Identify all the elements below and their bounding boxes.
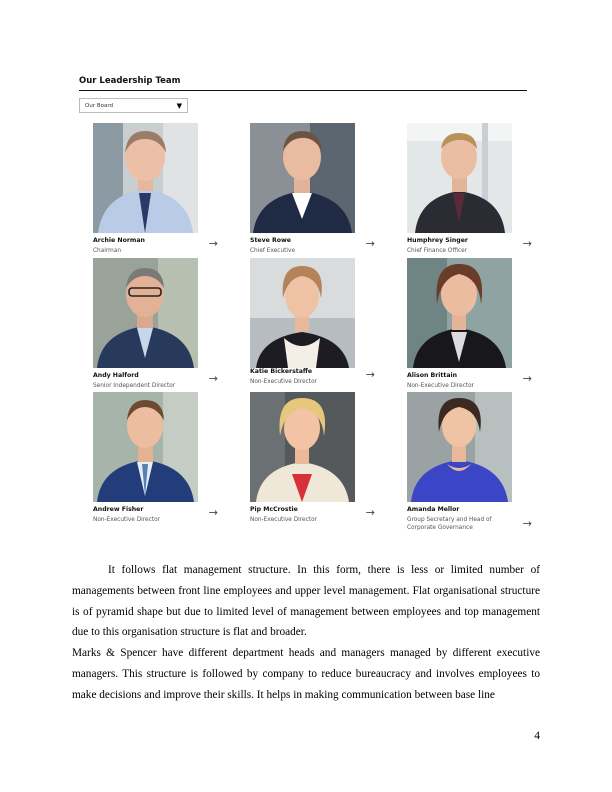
board-dropdown-value: Our Board <box>85 102 113 109</box>
card-caption <box>407 372 532 390</box>
section-title: Our Leadership Team <box>79 76 527 91</box>
card-caption <box>93 506 218 524</box>
paragraph: Marks & Spencer have different department heads and managers managed by different executive managers. This structure is followed by company to reduce bureaucracy and involves employees to make decisions and improve their skills. It helps in making communication between base line <box>72 647 540 701</box>
paragraph: It follows flat management structure. In this form, there is less or limited number of managements between front line employees and upper level management. Flat organisational structure is of pyramid shape but due to limited level of management between employees and top management due to this organisation structure is flat and broader. <box>72 564 540 639</box>
member-role: Non-Executive Director <box>407 383 475 389</box>
portrait-photo <box>93 123 198 233</box>
member-name: Andrew Fisher <box>93 506 144 513</box>
card-caption <box>407 506 532 532</box>
card-caption <box>250 368 375 386</box>
card-caption <box>93 372 218 390</box>
card-caption <box>250 237 375 255</box>
page-number: 4 <box>534 730 540 742</box>
portrait-photo <box>407 123 512 233</box>
member-name: Steve Rowe <box>250 237 291 244</box>
member-role: Chief Finance Officer <box>407 248 468 254</box>
member-name: Pip McCrostie <box>250 506 298 513</box>
member-role: Chief Executive <box>250 248 296 254</box>
portrait-photo <box>93 258 198 368</box>
portrait-photo <box>250 123 355 233</box>
arrow-right-icon[interactable]: → <box>208 372 218 385</box>
arrow-right-icon[interactable]: → <box>365 506 375 519</box>
member-role: Non-Executive Director <box>93 517 161 523</box>
portrait-photo <box>250 392 355 502</box>
arrow-right-icon[interactable]: → <box>522 372 532 385</box>
member-role: Chairman <box>93 248 122 254</box>
arrow-right-icon[interactable]: → <box>208 506 218 519</box>
arrow-right-icon[interactable]: → <box>522 237 532 250</box>
member-name: Archie Norman <box>93 237 145 244</box>
member-role: Senior Independent Director <box>93 383 176 389</box>
member-name: Andy Halford <box>93 372 139 379</box>
portrait-photo <box>93 392 198 502</box>
portrait-photo <box>250 258 355 368</box>
card-caption <box>250 506 375 524</box>
member-role: Non-Executive Director <box>250 517 318 523</box>
portrait-photo <box>407 392 512 502</box>
arrow-right-icon[interactable]: → <box>365 237 375 250</box>
member-name: Alison Brittain <box>407 372 458 379</box>
arrow-right-icon[interactable]: → <box>365 368 375 381</box>
member-role: Non-Executive Director <box>250 379 318 385</box>
member-name: Humphrey Singer <box>407 237 468 244</box>
card-caption <box>407 237 532 255</box>
arrow-right-icon[interactable]: → <box>522 517 532 530</box>
board-dropdown[interactable] <box>79 98 188 113</box>
member-name: Amanda Mellor <box>407 506 460 513</box>
member-name: Katie Bickerstaffe <box>250 368 313 375</box>
body-text <box>72 560 540 706</box>
card-caption <box>93 237 218 255</box>
portrait-photo <box>407 258 512 368</box>
arrow-right-icon[interactable]: → <box>208 237 218 250</box>
member-role: Group Secretary and Head of Corporate Governance <box>407 517 492 531</box>
chevron-down-icon: ▼ <box>176 101 182 110</box>
